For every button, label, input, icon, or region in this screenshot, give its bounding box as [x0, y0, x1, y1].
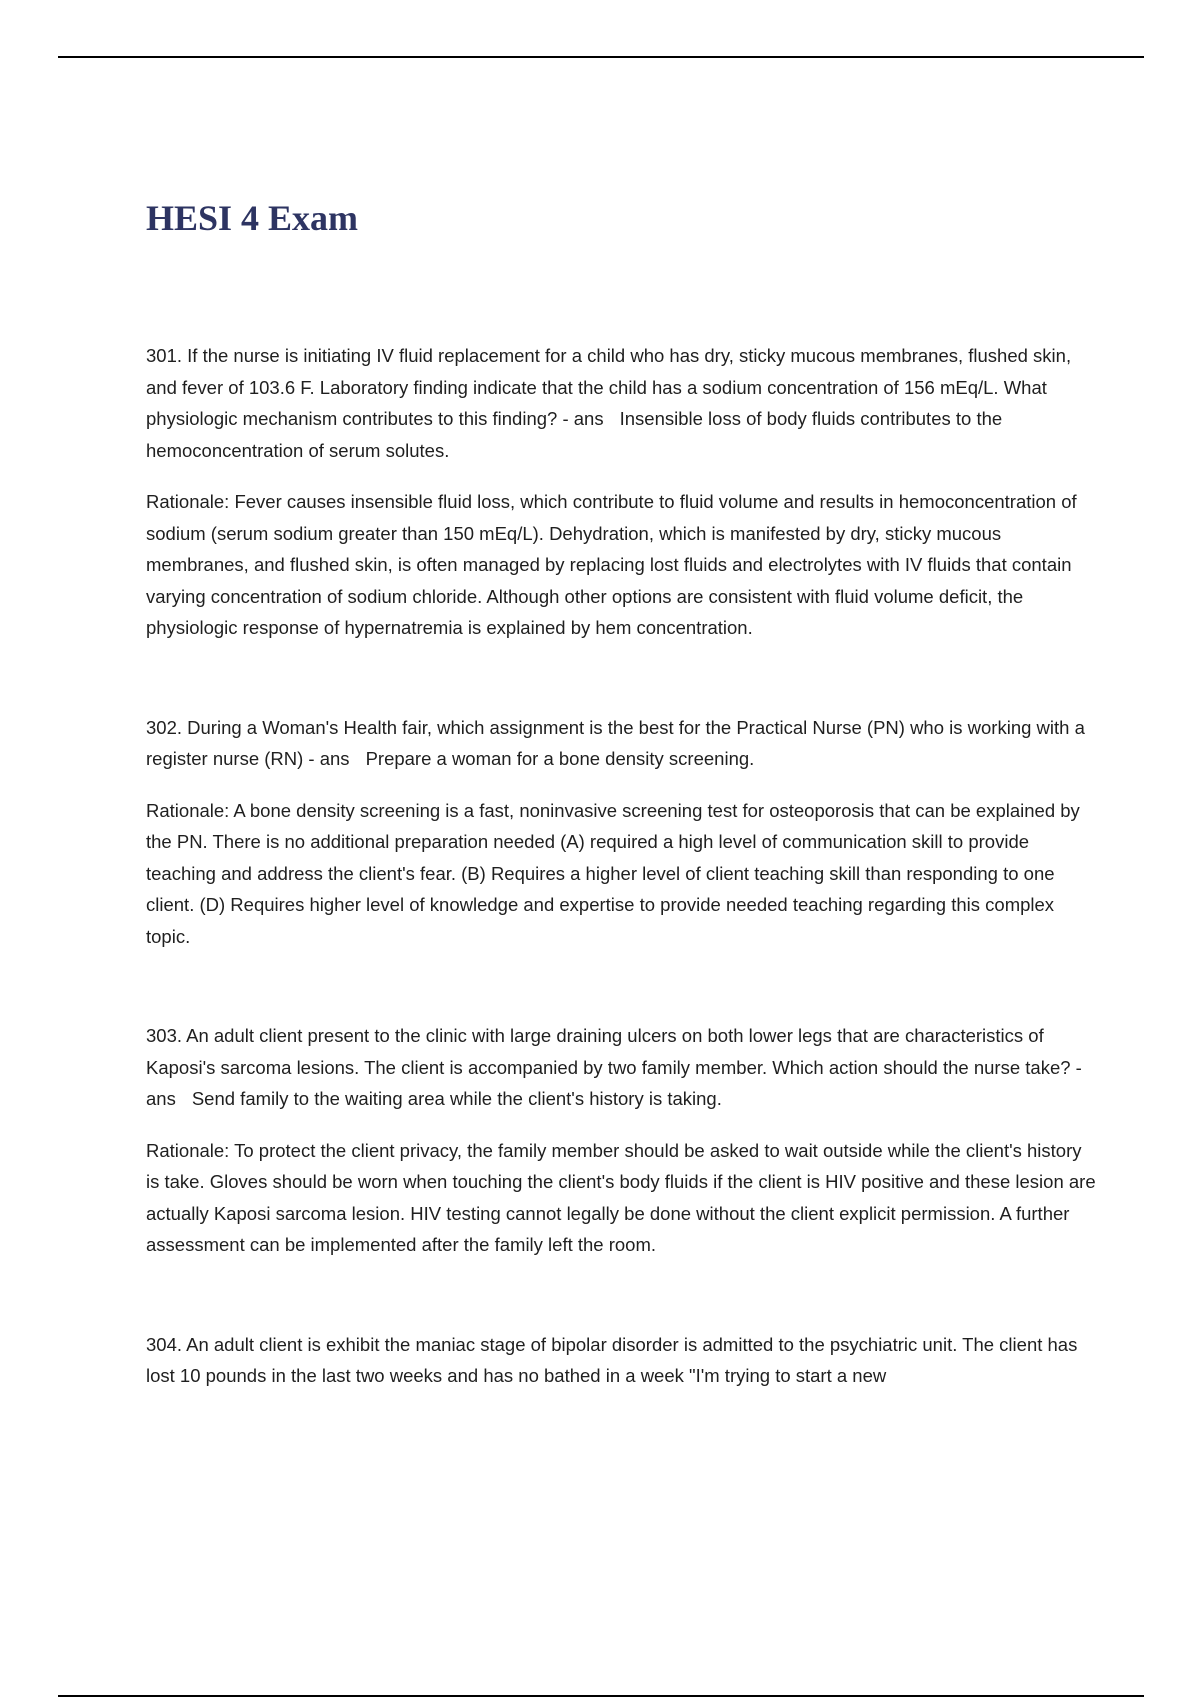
- question-answer: Prepare a woman for a bone density screening.: [365, 748, 755, 769]
- question-text: [146, 1020, 1096, 1115]
- rationale-text: Rationale: To protect the client privacy, the family member should be asked to wait outside while the client's history is take. Gloves should be worn when touching the client's body fluids if the client is HIV positive and these lesion are actually Kaposi sarcoma lesion. HIV testing cannot legally be done without the client explicit permission. A further assessment can be implemented after the family left the room.: [146, 1139, 1096, 1255]
- bottom-rule: [58, 1695, 1144, 1697]
- document-body: [146, 340, 1096, 1460]
- top-rule: [58, 56, 1144, 58]
- question-answer: Insensible loss of body fluids contributes to the hemoconcentration of serum solutes.: [146, 408, 1003, 461]
- question-text: [146, 712, 1096, 775]
- question-prompt: 301. If the nurse is initiating IV fluid replacement for a child who has dry, sticky mucous membranes, flushed skin, and fever of 103.6 F. Laboratory finding indicate that the child has a sodium concentration of 156 mEq/L. What physiologic mechanism contributes to this finding? - ans: [146, 345, 1072, 429]
- question-prompt: 304. An adult client is exhibit the maniac stage of bipolar disorder is admitted to the psychiatric unit. The client has lost 10 pounds in the last two weeks and has no bathed in a week "I'm trying to start a new: [146, 1333, 1078, 1386]
- question-prompt: 303. An adult client present to the clinic with large draining ulcers on both lower legs that are characteristics of Kaposi's sarcoma lesions. The client is accompanied by two family member. Which action should the nurse take? - ans: [146, 1025, 1082, 1109]
- question-text: [146, 340, 1096, 466]
- rationale-text: Rationale: Fever causes insensible fluid loss, which contribute to fluid volume and results in hemoconcentration of sodium (serum sodium greater than 150 mEq/L). Dehydration, which is manifested by dry, sticky mucous membranes, and flushed skin, is often managed by replacing lost fluids and electrolytes with IV fluids that contain varying concentration of sodium chloride. Although other options are consistent with fluid volume deficit, the physiologic response of hypernatremia is explained by hem concentration.: [146, 491, 1077, 638]
- rationale-text: Rationale: A bone density screening is a fast, noninvasive screening test for osteoporosis that can be explained by the PN. There is no additional preparation needed (A) required a high level of communication skill to provide teaching and address the client's fear. (B) Requires a higher level of client teaching skill than responding to one client. (D) Requires higher level of knowledge and expertise to provide needed teaching regarding this complex topic.: [146, 799, 1080, 947]
- question-block-302: [146, 712, 1096, 953]
- question-text: [146, 1329, 1096, 1392]
- question-prompt: 302. During a Woman's Health fair, which assignment is the best for the Practical Nurse (PN) who is working with a register nurse (RN) - ans: [146, 716, 1085, 769]
- question-block-303: [146, 1020, 1096, 1261]
- question-answer: Send family to the waiting area while the client's history is taking.: [191, 1088, 722, 1109]
- question-block-301: [146, 340, 1096, 644]
- question-block-304: [146, 1329, 1096, 1392]
- document-title: HESI 4 Exam: [146, 198, 359, 238]
